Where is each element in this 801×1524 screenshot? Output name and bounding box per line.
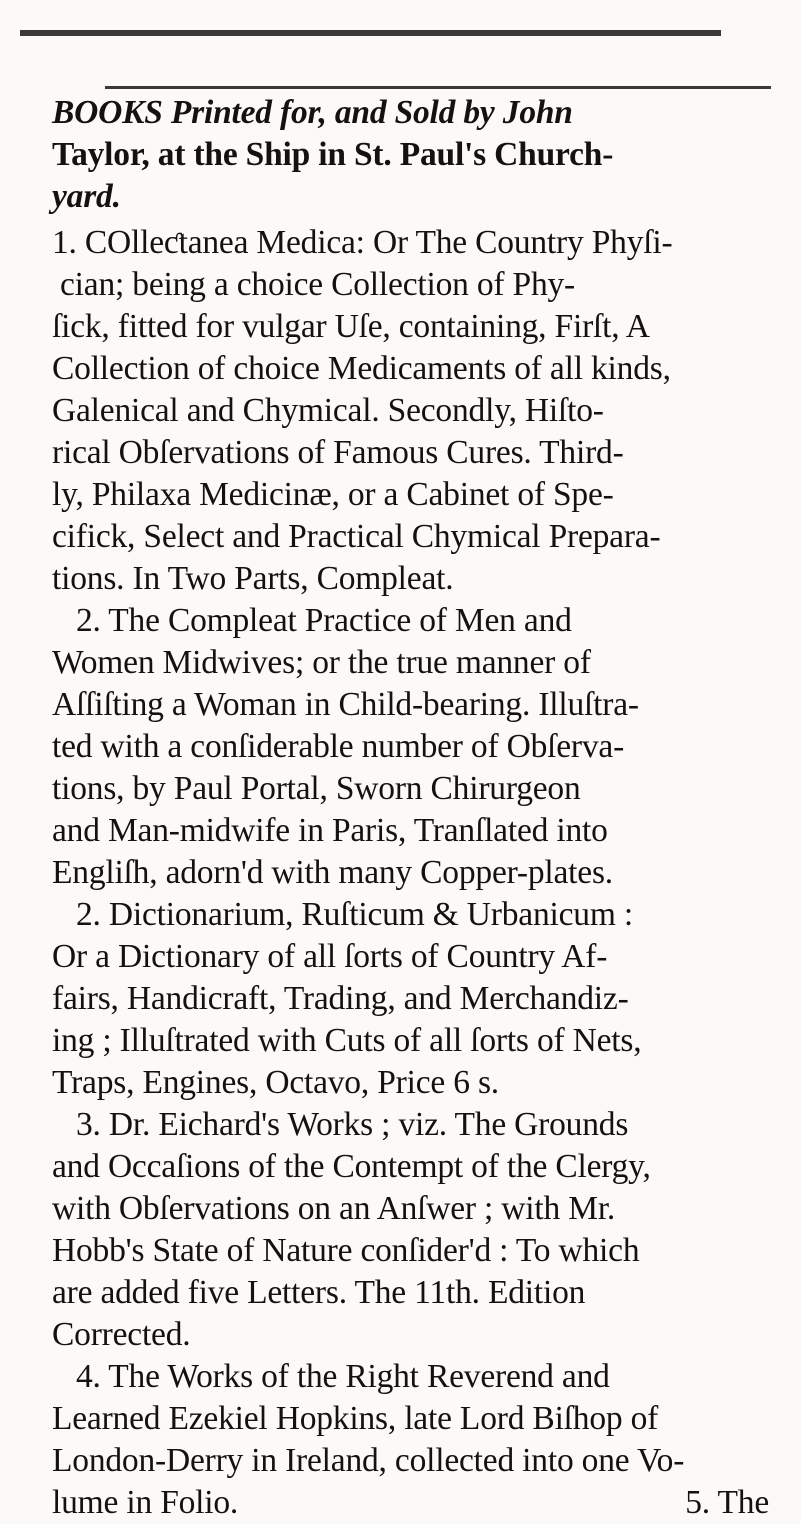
entry-line: Or a Dictionary of all ſorts of Country Af-	[52, 938, 608, 975]
catchword: 5. The	[685, 1484, 769, 1521]
entry-line: tions, by Paul Portal, Sworn Chirurgeon	[52, 770, 581, 807]
entry-line: 4. The Works of the Right Reverend and	[76, 1358, 610, 1395]
entry-line: London-Derry in Ireland, collected into one Vo-	[52, 1442, 685, 1479]
header-line-3: yard.	[52, 178, 121, 215]
entry-line: 2. Dictionarium, Ruſticum & Urbanicum :	[76, 896, 633, 933]
entry-line: 3. Dr. Eichard's Works ; viz. The Grounds	[76, 1106, 629, 1143]
entry-line: Collection of choice Medicaments of all kinds,	[52, 350, 671, 387]
entry-line: and Occaſions of the Contempt of the Clergy,	[52, 1148, 651, 1185]
entry-line: rical Obſervations of Famous Cures. Third-	[52, 434, 624, 471]
advertisement-text	[52, 92, 777, 1524]
entry-line: Learned Ezekiel Hopkins, late Lord Biſhop of	[52, 1400, 659, 1437]
entry-line: with Obſervations on an Anſwer ; with Mr.	[52, 1190, 616, 1227]
entry-line: 1. COlleƈtanea Medica: Or The Country Phyſi-	[52, 224, 673, 261]
entry-2	[52, 600, 777, 894]
header-line-2: Taylor, at the Ship in St. Paul's Church-	[52, 136, 614, 173]
entry-4	[52, 1104, 777, 1356]
entry-line: Engliſh, adorn'd with many Copper-plates.	[52, 854, 613, 891]
entry-line: Aſſiſting a Woman in Child-bearing. Illuſtra-	[52, 686, 639, 723]
header-line-1: BOOKS Printed for, and Sold by John	[52, 94, 573, 131]
entry-line: Galenical and Chymical. Secondly, Hiſto-	[52, 392, 604, 429]
entry-line: and Man-midwife in Paris, Tranſlated into	[52, 812, 608, 849]
header-rule	[105, 86, 771, 89]
entry-line: lume in Folio.	[52, 1484, 239, 1521]
entry-line: are added five Letters. The 11th. Edition	[52, 1274, 586, 1311]
entry-line: ing ; Illuſtrated with Cuts of all ſorts of Nets,	[52, 1022, 642, 1059]
top-rule	[20, 30, 721, 36]
entry-line: Corrected.	[52, 1316, 191, 1353]
entry-line: ted with a conſiderable number of Obſerva-	[52, 728, 625, 765]
entry-line: cian; being a choice Collection of Phy-	[60, 266, 576, 303]
entry-line: tions. In Two Parts, Compleat.	[52, 560, 454, 597]
entry-1	[52, 222, 777, 600]
entry-line: Hobb's State of Nature conſider'd : To which	[52, 1232, 640, 1269]
entry-line: 2. The Compleat Practice of Men and	[76, 602, 572, 639]
entry-line: Women Midwives; or the true manner of	[52, 644, 591, 681]
entry-line: fairs, Handicraft, Trading, and Merchandiz-	[52, 980, 629, 1017]
entry-3	[52, 894, 777, 1104]
entry-line: Traps, Engines, Octavo, Price 6 s.	[52, 1064, 499, 1101]
entry-line: ſick, fitted for vulgar Uſe, containing, Firſt, A	[52, 308, 650, 345]
entry-line: cifick, Select and Practical Chymical Prepara-	[52, 518, 661, 555]
entry-line: ly, Philaxa Medicinæ, or a Cabinet of Spe-	[52, 476, 614, 513]
